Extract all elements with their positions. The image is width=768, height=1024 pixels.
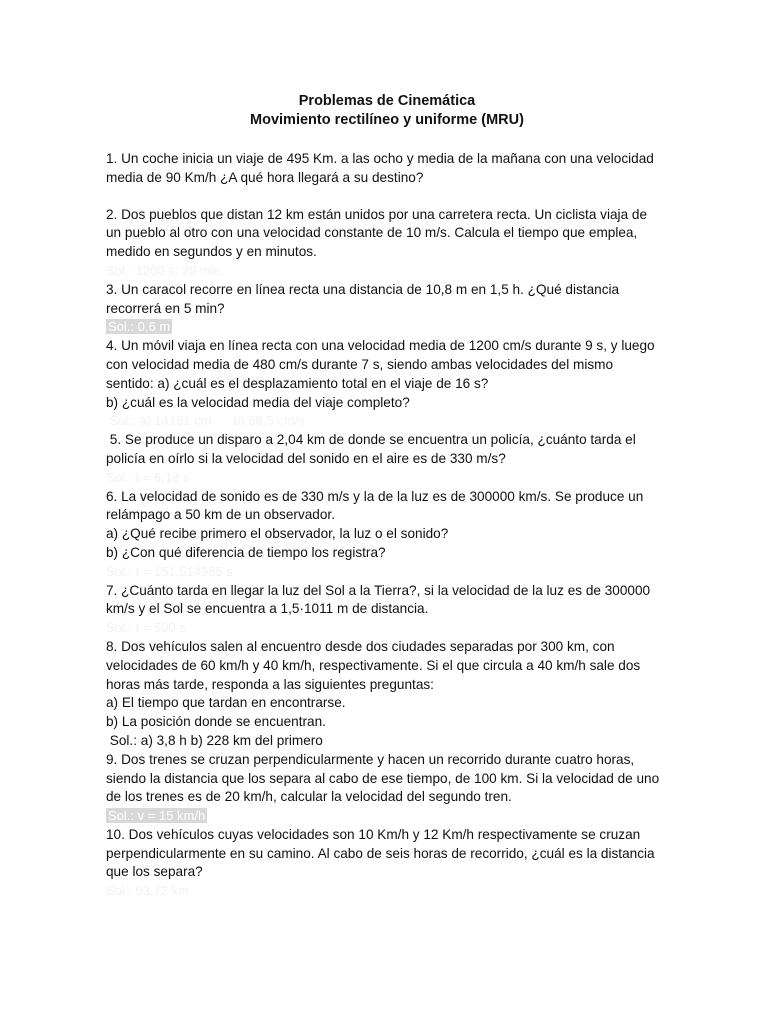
problem-line: b) ¿cuál es la velocidad media del viaje completo? <box>106 394 410 410</box>
problem-9 <box>106 751 668 826</box>
problem-line: relámpago a 50 km de un observador. <box>106 507 335 523</box>
spacer <box>106 188 668 206</box>
problem-line: policía en oírlo si la velocidad del sonido en el aire es de 330 m/s? <box>106 450 506 466</box>
problem-line: 5. Se produce un disparo a 2,04 km de donde se encuentra un policía, ¿cuánto tarda el <box>106 432 636 448</box>
problem-line: horas más tarde, responda a las siguientes preguntas: <box>106 676 434 692</box>
problem-line: 2. Dos pueblos que distan 12 km están unidos por una carretera recta. Un ciclista viaja de <box>106 206 648 222</box>
solution-text: Sol.: a) 14161 cm b) 88,5 cm/s <box>106 413 305 429</box>
problem-2 <box>106 206 668 281</box>
problem-line: 6. La velocidad de sonido es de 330 m/s y la de la luz es de 300000 km/s. Se produce un <box>106 488 644 504</box>
problem-line: km/s y el Sol se encuentra a 1,5·1011 m de distancia. <box>106 601 429 617</box>
problem-line: perpendicularmente en su camino. Al cabo de seis horas de recorrido, ¿cuál es la distancia <box>106 845 655 861</box>
problem-line: que los separa? <box>106 864 203 880</box>
problem-line: sentido: a) ¿cuál es el desplazamiento total en el viaje de 16 s? <box>106 375 489 391</box>
solution-text: Sol.: t = 500 s <box>106 620 186 636</box>
problem-8 <box>106 638 668 751</box>
problem-3 <box>106 281 668 337</box>
document-title: Problemas de Cinemática <box>298 93 476 109</box>
problem-6 <box>106 488 668 582</box>
solution-text: Sol.: t = 151,514985 s <box>106 563 233 579</box>
solution-text: Sol.: 1200 s; 20 min. <box>106 262 225 278</box>
problem-1 <box>106 150 668 188</box>
solution-text: Sol.: v = 15 km/h <box>108 808 206 824</box>
problem-line: a) El tiempo que tardan en encontrarse. <box>106 695 346 711</box>
document-subtitle: Movimiento rectilíneo y uniforme (MRU) <box>250 112 524 128</box>
problem-line: 1. Un coche inicia un viaje de 495 Km. a las ocho y media de la mañana con una velocidad <box>106 151 654 166</box>
problem-line: 8. Dos vehículos salen al encuentro desde dos ciudades separadas por 300 km, con <box>106 638 615 654</box>
solution-highlight <box>106 318 668 337</box>
title-block <box>106 92 668 130</box>
problem-line: a) ¿Qué recibe primero el observador, la luz o el sonido? <box>106 526 449 542</box>
problem-7 <box>106 582 668 638</box>
solution-text: Sol.: 93,72 km. <box>106 883 193 899</box>
problem-line: 4. Un móvil viaja en línea recta con una velocidad media de 1200 cm/s durante 9 s, y luego <box>106 338 655 354</box>
problem-line: b) ¿Con qué diferencia de tiempo los registra? <box>106 544 386 560</box>
problem-4 <box>106 337 668 431</box>
problem-line: b) La posición donde se encuentran. <box>106 714 326 730</box>
solution-text: Sol.: 0,6 m <box>108 319 171 335</box>
problem-line: 7. ¿Cuánto tarda en llegar la luz del Sol a la Tierra?, si la velocidad de la luz es de 300000 <box>106 582 651 598</box>
solution-text: Sol.: t = 6,18 s <box>106 469 190 485</box>
problem-line: velocidades de 60 km/h y 40 km/h, respectivamente. Si el que circula a 40 km/h sale dos <box>106 657 641 673</box>
problem-5 <box>106 431 668 487</box>
problem-line: medido en segundos y en minutos. <box>106 244 317 260</box>
problem-line: con velocidad media de 480 cm/s durante 7 s, siendo ambas velocidades del mismo <box>106 356 614 372</box>
problem-line: siendo la distancia que los separa al cabo de ese tiempo, de 100 km. Si la velocidad de uno <box>106 770 660 786</box>
problem-line: un pueblo al otro con una velocidad constante de 10 m/s. Calcula el tiempo que emplea, <box>106 225 638 241</box>
problem-line: 9. Dos trenes se cruzan perpendicularmente y hacen un recorrido durante cuatro horas, <box>106 751 635 767</box>
problem-line: 3. Un caracol recorre en línea recta una distancia de 10,8 m en 1,5 h. ¿Qué distancia <box>106 281 620 297</box>
problem-line: recorrerá en 5 min? <box>106 300 225 316</box>
problem-line: 10. Dos vehículos cuyas velocidades son 10 Km/h y 12 Km/h respectivamente se cruzan <box>106 826 641 842</box>
solution-highlight <box>106 807 668 826</box>
problem-10 <box>106 826 668 901</box>
problem-line: media de 90 Km/h ¿A qué hora llegará a su destino? <box>106 169 424 185</box>
solution-text: Sol.: a) 3,8 h b) 228 km del primero <box>106 732 323 748</box>
problem-line: de los trenes es de 20 km/h, calcular la velocidad del segundo tren. <box>106 789 512 805</box>
